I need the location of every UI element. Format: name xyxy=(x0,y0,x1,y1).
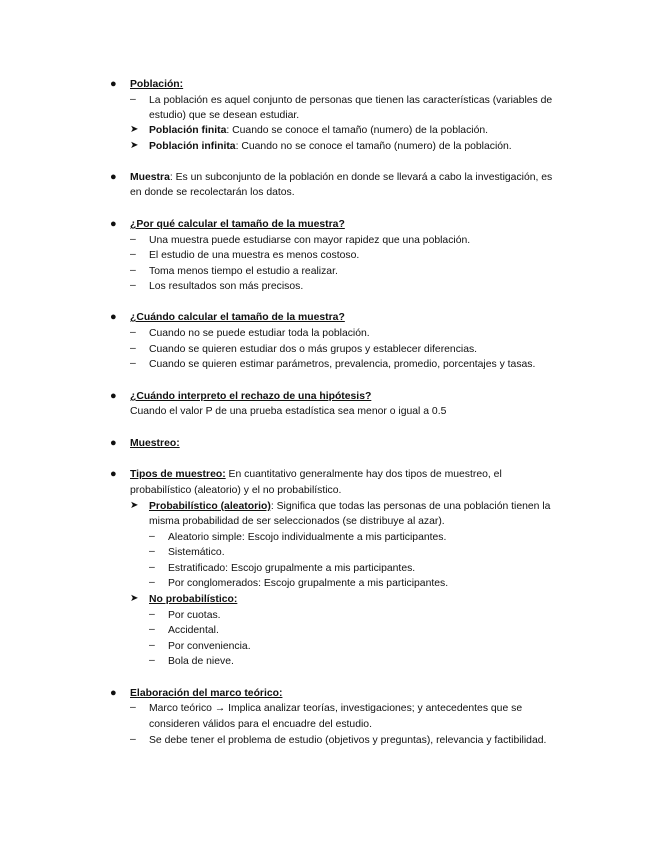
tipos-line2: probabilístico (aleatorio) y el no probabilístico. xyxy=(130,485,342,496)
dash-icon: – xyxy=(149,609,155,620)
poblacion-finita-text: : Cuando se conoce el tamaño (numero) de la población. xyxy=(226,125,489,136)
muestra-line1 xyxy=(130,171,552,185)
list-item: Por conglomerados: Escojo grupalmente a mis participantes. xyxy=(168,578,449,589)
bullet-icon: ● xyxy=(110,171,117,183)
prob-label: Probabilístico (aleatorio) xyxy=(149,501,271,512)
arrow-bullet-icon: ➤ xyxy=(130,500,139,511)
dash-icon: – xyxy=(130,249,136,260)
poblacion-finita xyxy=(149,124,488,138)
rechazo-heading: ¿Cuándo interpreto el rechazo de una hipótesis? xyxy=(130,391,372,402)
list-item: Cuando se quieren estimar parámetros, prevalencia, promedio, porcentajes y tasas. xyxy=(149,359,536,370)
dash-icon: – xyxy=(130,265,136,276)
marco-item1-line1: Marco teórico → Implica analizar teorías, investigaciones; y antecedentes que se xyxy=(149,703,523,714)
dash-icon: – xyxy=(149,624,155,635)
bullet-icon: ● xyxy=(110,687,117,699)
arrow-bullet-icon: ➤ xyxy=(130,124,139,135)
muestreo-heading: Muestreo: xyxy=(130,438,180,449)
bullet-icon: ● xyxy=(110,311,117,323)
list-item: Estratificado: Escojo grupalmente a mis participantes. xyxy=(168,563,416,574)
prob-text: : Significa que todas las personas de una población tienen la xyxy=(270,501,551,512)
bullet-icon: ● xyxy=(110,78,117,90)
dash-icon: – xyxy=(149,546,155,557)
dash-icon: – xyxy=(130,94,136,105)
porque-heading: ¿Por qué calcular el tamaño de la muestra? xyxy=(130,219,345,230)
marco-heading: Elaboración del marco teórico: xyxy=(130,688,283,699)
muestra-line2: en donde se recolectarán los datos. xyxy=(130,187,295,198)
dash-icon: – xyxy=(130,327,136,338)
bullet-icon: ● xyxy=(110,218,117,230)
noprob-label: No probabilístico: xyxy=(149,594,238,605)
poblacion-heading: Población: xyxy=(130,79,184,90)
dash-icon: – xyxy=(149,640,155,651)
tipos-label: Tipos de muestreo: xyxy=(130,469,226,480)
list-item: Bola de nieve. xyxy=(168,656,234,667)
poblacion-def-line2: estudio) que se desean estudiar. xyxy=(149,110,300,121)
marco-item2: Se debe tener el problema de estudio (objetivos y preguntas), relevancia y factibilidad. xyxy=(149,735,547,746)
poblacion-def-line1: La población es aquel conjunto de personas que tienen las características (variables de xyxy=(149,95,553,106)
dash-icon: – xyxy=(130,702,136,713)
prob-line1 xyxy=(149,500,550,514)
list-item: Sistemático. xyxy=(168,547,225,558)
list-item: Cuando no se puede estudiar toda la población. xyxy=(149,328,370,339)
poblacion-infinita-label: Población infinita xyxy=(149,141,236,152)
list-item: Aleatorio simple: Escojo individualmente a mis participantes. xyxy=(168,532,447,543)
tipos-text: En cuantitativo generalmente hay dos tipos de muestreo, el xyxy=(225,469,502,480)
bullet-icon: ● xyxy=(110,437,117,449)
prob-line2: misma probabilidad de ser seleccionados (se distribuye al azar). xyxy=(149,516,445,527)
dash-icon: – xyxy=(130,358,136,369)
muestra-label: Muestra xyxy=(130,172,170,183)
bullet-icon: ● xyxy=(110,468,117,480)
dash-icon: – xyxy=(149,562,155,573)
dash-icon: – xyxy=(130,343,136,354)
list-item: Por cuotas. xyxy=(168,610,221,621)
cuando-heading: ¿Cuándo calcular el tamaño de la muestra? xyxy=(130,312,345,323)
dash-icon: – xyxy=(149,531,155,542)
list-item: Una muestra puede estudiarse con mayor rapidez que una población. xyxy=(149,235,471,246)
list-item: Por conveniencia. xyxy=(168,641,251,652)
dash-icon: – xyxy=(149,655,155,666)
list-item: Toma menos tiempo el estudio a realizar. xyxy=(149,266,338,277)
dash-icon: – xyxy=(130,280,136,291)
dash-icon: – xyxy=(149,577,155,588)
poblacion-infinita-text: : Cuando no se conoce el tamaño (numero) de la población. xyxy=(235,141,512,152)
muestra-text: : Es un subconjunto de la población en donde se llevará a cabo la investigación, es xyxy=(169,172,553,183)
list-item: Los resultados son más precisos. xyxy=(149,281,304,292)
marco-item1-line2: consideren válidos para el encuadre del estudio. xyxy=(149,719,372,730)
list-item: Accidental. xyxy=(168,625,219,636)
arrow-bullet-icon: ➤ xyxy=(130,140,139,151)
list-item: Cuando se quieren estudiar dos o más grupos y establecer diferencias. xyxy=(149,344,478,355)
bullet-icon: ● xyxy=(110,390,117,402)
rechazo-text: Cuando el valor P de una prueba estadística sea menor o igual a 0.5 xyxy=(130,406,447,417)
dash-icon: – xyxy=(130,734,136,745)
list-item: El estudio de una muestra es menos costoso. xyxy=(149,250,360,261)
tipos-line1 xyxy=(130,468,502,482)
arrow-bullet-icon: ➤ xyxy=(130,593,139,604)
poblacion-finita-label: Población finita xyxy=(149,125,227,136)
poblacion-infinita xyxy=(149,140,512,154)
dash-icon: – xyxy=(130,234,136,245)
